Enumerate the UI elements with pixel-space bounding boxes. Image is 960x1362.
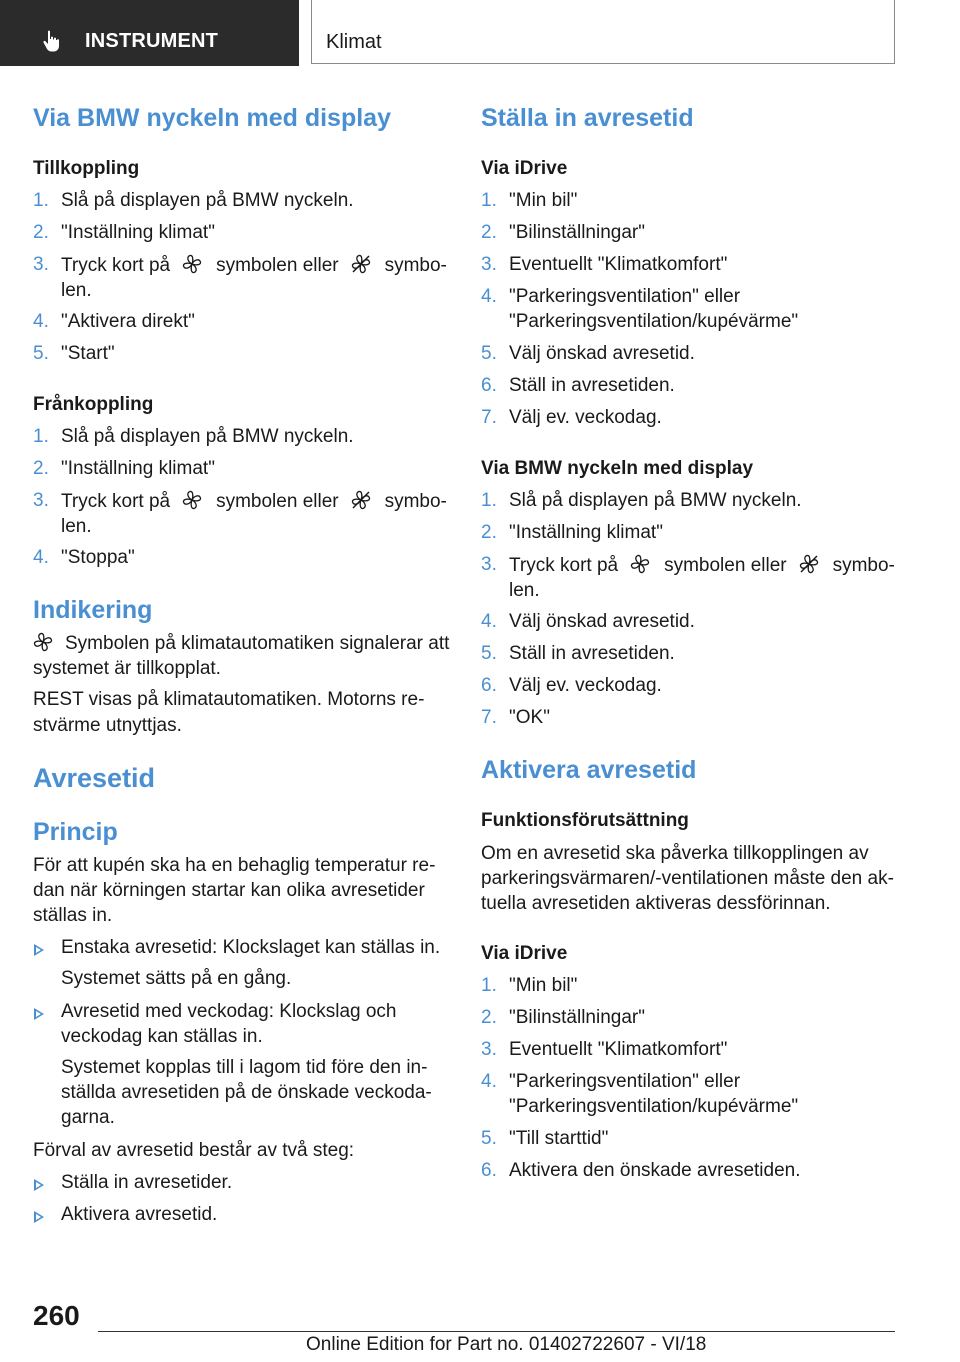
function-text: tuella avresetiden aktiveras dessförinnan. [481,893,831,914]
fan-ventilation-icon [182,254,202,274]
bullet-triangle-icon [34,1179,44,1191]
fan-ventilation-off-icon [799,554,819,574]
edition-text: Online Edition for Part no. 01402722607 - VI/18 [306,1334,707,1355]
bullet-subtext: Systemet sätts på en gång. [61,968,292,989]
subheading-idrive: Via iDrive [481,943,568,964]
chapter-tab [311,0,895,64]
subheading-funktion: Funktionsförutsättning [481,810,689,831]
heading-indikering: Indikering [33,596,153,624]
rest-text-cont: stvärme utnyttjas. [33,715,182,736]
fan-ventilation-off-icon [351,254,371,274]
fan-ventilation-off-icon [351,490,371,510]
page-header [0,0,960,66]
heading-aktivera: Aktivera avresetid [481,756,697,784]
heading-stalla-in: Ställa in avresetid [481,104,694,132]
subheading-frankoppling: Frånkoppling [33,394,154,415]
bullet-triangle-icon [34,944,44,956]
bullet-triangle-icon [34,1211,44,1223]
section-tab [0,0,299,66]
principle-text: ställas in. [33,905,113,926]
principle-text: För att kupén ska ha en behaglig temperatur re- [33,855,436,876]
hand-pointer-icon [40,29,64,53]
bullet-subtext: Systemet kopplas till i lagom tid före den in- [61,1057,428,1078]
chapter-title: Klimat [326,31,382,53]
footer-divider [98,1331,895,1332]
page-number: 260 [33,1300,80,1331]
function-text: parkeringsvärmaren/-ventilationen måste den ak- [481,868,894,889]
indication-text-cont: systemet är tillkopplat. [33,658,221,679]
subheading-tillkoppling: Tillkoppling [33,158,140,179]
bullet-subtext: ställda avresetiden på de önskade veckoda- [61,1082,432,1103]
bullet-triangle-icon [34,1008,44,1020]
section-title: INSTRUMENT [85,30,219,52]
subheading-key-display: Via BMW nyckeln med display [481,458,754,479]
bullet-subtext: garna. [61,1107,115,1128]
heading-key-display: Via BMW nyckeln med display [33,104,391,132]
rest-text: REST visas på klimatautomatiken. Motorns re- [33,689,425,710]
preselection-text: Förval av avresetid består av två steg: [33,1140,355,1161]
indication-text: Symbolen på klimatautomatiken signalerar att [33,632,449,655]
fan-ventilation-icon [182,490,202,510]
fan-ventilation-icon [630,554,650,574]
subheading-idrive: Via iDrive [481,158,568,179]
bullet-text-cont: veckodag kan ställas in. [61,1026,263,1047]
heading-avresetid: Avresetid [33,763,156,793]
heading-princip: Princip [33,818,118,846]
function-text: Om en avresetid ska påverka tillkopplingen av [481,843,869,864]
principle-text: dan när körningen startar kan olika avresetider [33,880,425,901]
fan-ventilation-icon [33,632,53,652]
